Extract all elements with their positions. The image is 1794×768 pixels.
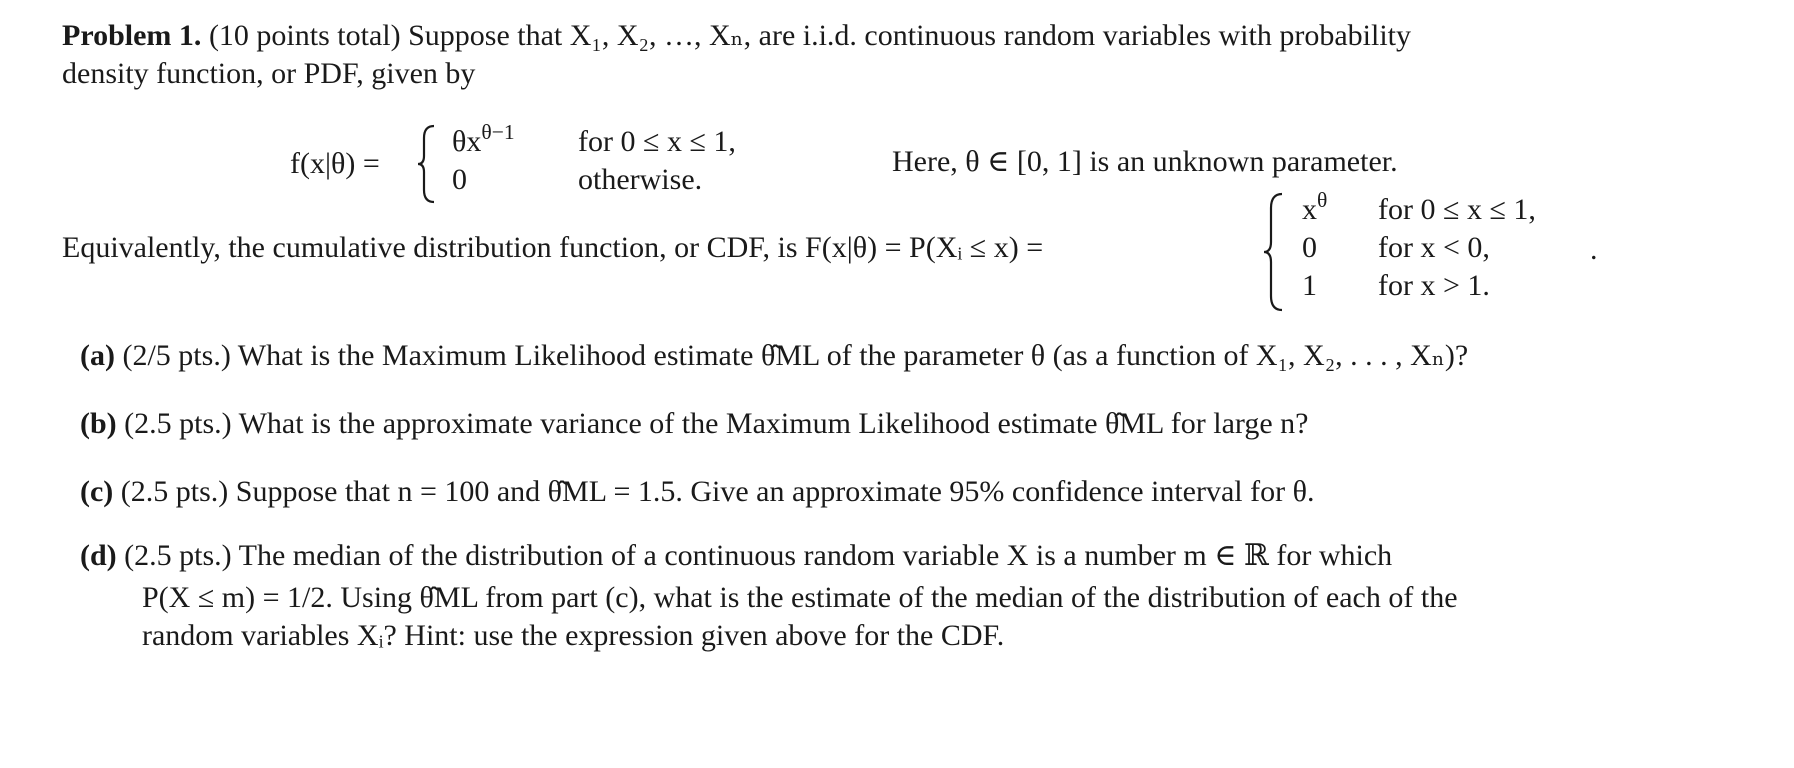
pdf-brace: [416, 124, 438, 204]
cdf-case3-expr: 1: [1302, 269, 1317, 302]
part-d-line-3: random variables Xᵢ? Hint: use the expression given above for the CDF.: [142, 619, 1005, 652]
pdf-case2-expr: 0: [452, 163, 467, 196]
cdf-case2-expr: 0: [1302, 231, 1317, 264]
part-a-text: (2/5 pts.) What is the Maximum Likelihood estimate θ̂ML of the parameter θ (as a function of X₁, X₂, . . . , Xₙ)?: [122, 339, 1469, 372]
part-b-label: (b): [80, 407, 117, 440]
cdf-case1-expr: $x^\theta$: [1302, 188, 1328, 226]
cdf-case2-cond: for x < 0,: [1378, 231, 1490, 264]
part-b: [80, 406, 1308, 442]
pdf-case1-expr: $\theta x^{\theta-1}$: [452, 120, 515, 158]
pdf-case1-cond: for 0 ≤ x ≤ 1,: [578, 125, 736, 158]
part-c: [80, 474, 1314, 510]
part-d-line-2: P(X ≤ m) = 1/2. Using θ̂ML from part (c), what is the estimate of the median of the distribution of each of the: [142, 581, 1458, 614]
problem-label: Problem 1.: [62, 19, 202, 52]
part-d-label: (d): [80, 539, 117, 572]
cdf-period: .: [1590, 233, 1598, 266]
cdf-case1-cond: for 0 ≤ x ≤ 1,: [1378, 193, 1536, 226]
part-d-text-1: (2.5 pts.) The median of the distribution of a continuous random variable X is a number m ∈ ℝ for which: [124, 539, 1393, 572]
pdf-lhs: f(x|θ) =: [290, 147, 380, 180]
part-a: [80, 338, 1468, 374]
part-b-text: (2.5 pts.) What is the approximate variance of the Maximum Likelihood estimate θ̂ML for large n?: [124, 407, 1309, 440]
part-c-label: (c): [80, 475, 114, 508]
pdf-case2-cond: otherwise.: [578, 163, 703, 196]
part-a-label: (a): [80, 339, 115, 372]
cdf-brace: [1262, 192, 1286, 312]
cdf-lead: Equivalently, the cumulative distribution function, or CDF, is F(x|θ) = P(Xᵢ ≤ x) =: [62, 231, 1044, 264]
pdf-note: Here, θ ∈ [0, 1] is an unknown parameter.: [892, 145, 1398, 178]
problem-intro: (10 points total) Suppose that X₁, X₂, …, Xₙ, are i.i.d. continuous random variables with probability: [208, 19, 1411, 52]
part-d-line-1: [80, 538, 1392, 574]
problem-intro-line-2: density function, or PDF, given by: [62, 57, 476, 90]
part-c-text: (2.5 pts.) Suppose that n = 100 and θ̂ML = 1.5. Give an approximate 95% confidence interval for θ.: [120, 475, 1315, 508]
cdf-case3-cond: for x > 1.: [1378, 269, 1490, 302]
problem-intro-line-1: [62, 18, 1411, 54]
